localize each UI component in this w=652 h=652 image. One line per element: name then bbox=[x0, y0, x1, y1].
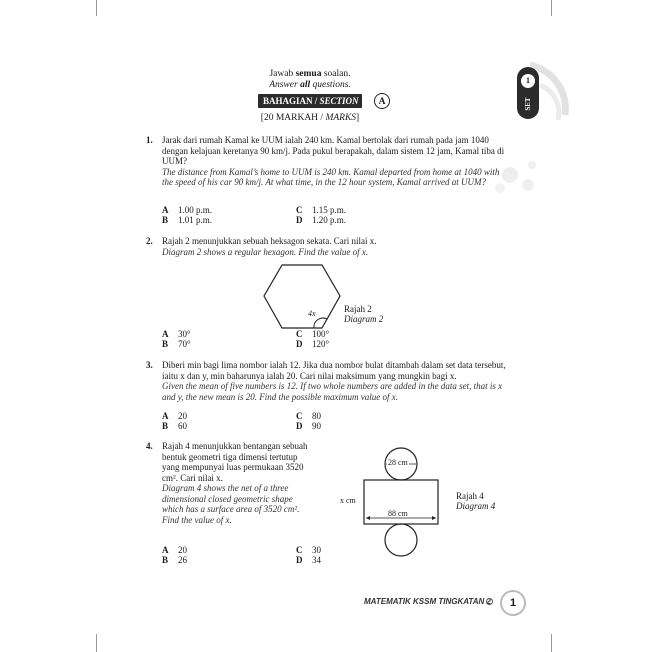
crop-mark bbox=[96, 634, 97, 652]
height-label: x cm bbox=[340, 496, 356, 505]
hexagon-diagram bbox=[262, 262, 342, 332]
angle-label: 4x bbox=[308, 309, 316, 318]
option: A 20 bbox=[162, 545, 187, 555]
set-label: SET bbox=[524, 97, 532, 111]
diagram-label: Rajah 2 Diagram 2 bbox=[344, 304, 384, 324]
question-text-en: Diagram 4 shows the net of a three dimensional closed geometric shape which has a surface area of 3520 cm². Find the value of x. bbox=[162, 483, 300, 525]
option: A 30° bbox=[162, 329, 191, 339]
option: A 1.00 p.m. bbox=[162, 205, 213, 215]
question-text bbox=[162, 360, 508, 402]
option: B 1.01 p.m. bbox=[162, 215, 213, 225]
page-number: 1 bbox=[500, 590, 526, 616]
option: C 80 bbox=[296, 411, 321, 421]
width-label: 88 cm bbox=[388, 509, 408, 518]
question-text-en: Given the mean of five numbers is 12. If two whole numbers are added in the data set, that is x and y, the new mean is 20. Find the possible maximum value of x. bbox=[162, 381, 503, 402]
option: B 26 bbox=[162, 555, 187, 565]
question-text-en: The distance from Kamal’s home to UUM is 240 km. Kamal departed from home at 1040 with the speed of his car 90 km/j. At what time, in the 12 hour system, Kamal arrived at UUM? bbox=[162, 166, 500, 187]
question-text-ms: Diberi min bagi lima nombor ialah 12. Jika dua nombor bulat ditambah dalam set data tersebut, iaitu x dan y, min baharunya ialah 20. Cari nilai maksimum yang mungkin bagi x. bbox=[162, 360, 506, 381]
section-heading: BAHAGIAN / SECTION bbox=[258, 94, 362, 108]
crop-mark bbox=[551, 634, 552, 652]
option: B 60 bbox=[162, 421, 187, 431]
question-text-en: Diagram 2 shows a regular hexagon. Find the value of x. bbox=[162, 246, 369, 257]
option: D 90 bbox=[296, 421, 321, 431]
section-letter: A bbox=[374, 93, 390, 109]
option: C 1.15 p.m. bbox=[296, 205, 347, 215]
footer-title: MATEMATIK KSSM TINGKATAN 2 bbox=[364, 597, 491, 606]
option: C 30 bbox=[296, 545, 321, 555]
question-number: 4. bbox=[146, 441, 153, 451]
diameter-label: 28 cm bbox=[388, 458, 408, 467]
question-text bbox=[162, 441, 312, 525]
marks-label: [20 MARKAH / MARKS] bbox=[260, 113, 360, 123]
question-text-ms: Rajah 4 menunjukkan bentangan sebuah bentuk geometri tiga dimensi tertutup yang mempunyai luas permukaan 3520 cm². Cari nilai x. bbox=[162, 441, 308, 483]
instruction-en: Answer all questions. bbox=[269, 80, 351, 90]
crop-mark bbox=[551, 0, 552, 16]
instruction-ms: Jawab semua soalan. bbox=[269, 69, 351, 79]
question-number: 2. bbox=[146, 236, 153, 246]
question-text bbox=[162, 236, 508, 257]
option: D 120° bbox=[296, 339, 330, 349]
diagram-label: Rajah 4 Diagram 4 bbox=[456, 491, 496, 511]
option: A 20 bbox=[162, 411, 187, 421]
option: C 100° bbox=[296, 329, 330, 339]
question-number: 1. bbox=[146, 135, 153, 145]
crop-mark bbox=[96, 0, 97, 16]
option: D 34 bbox=[296, 555, 321, 565]
footer-dot bbox=[486, 598, 493, 605]
option: D 1.20 p.m. bbox=[296, 215, 347, 225]
option: B 70° bbox=[162, 339, 191, 349]
set-number: 1 bbox=[521, 74, 535, 88]
question-text-ms: Jarak dari rumah Kamal ke UUM ialah 240 km. Kamal bertolak dari rumah pada jam 1040 dengan kelajuan keretanya 90 km/j. Pada pukul berapakah, dalam sistem 12 jam, Kamal tiba di UUM? bbox=[162, 135, 505, 166]
question-text-ms: Rajah 2 menunjukkan sebuah heksagon sekata. Cari nilai x. bbox=[162, 236, 377, 246]
question-text bbox=[162, 135, 508, 188]
question-number: 3. bbox=[146, 360, 153, 370]
